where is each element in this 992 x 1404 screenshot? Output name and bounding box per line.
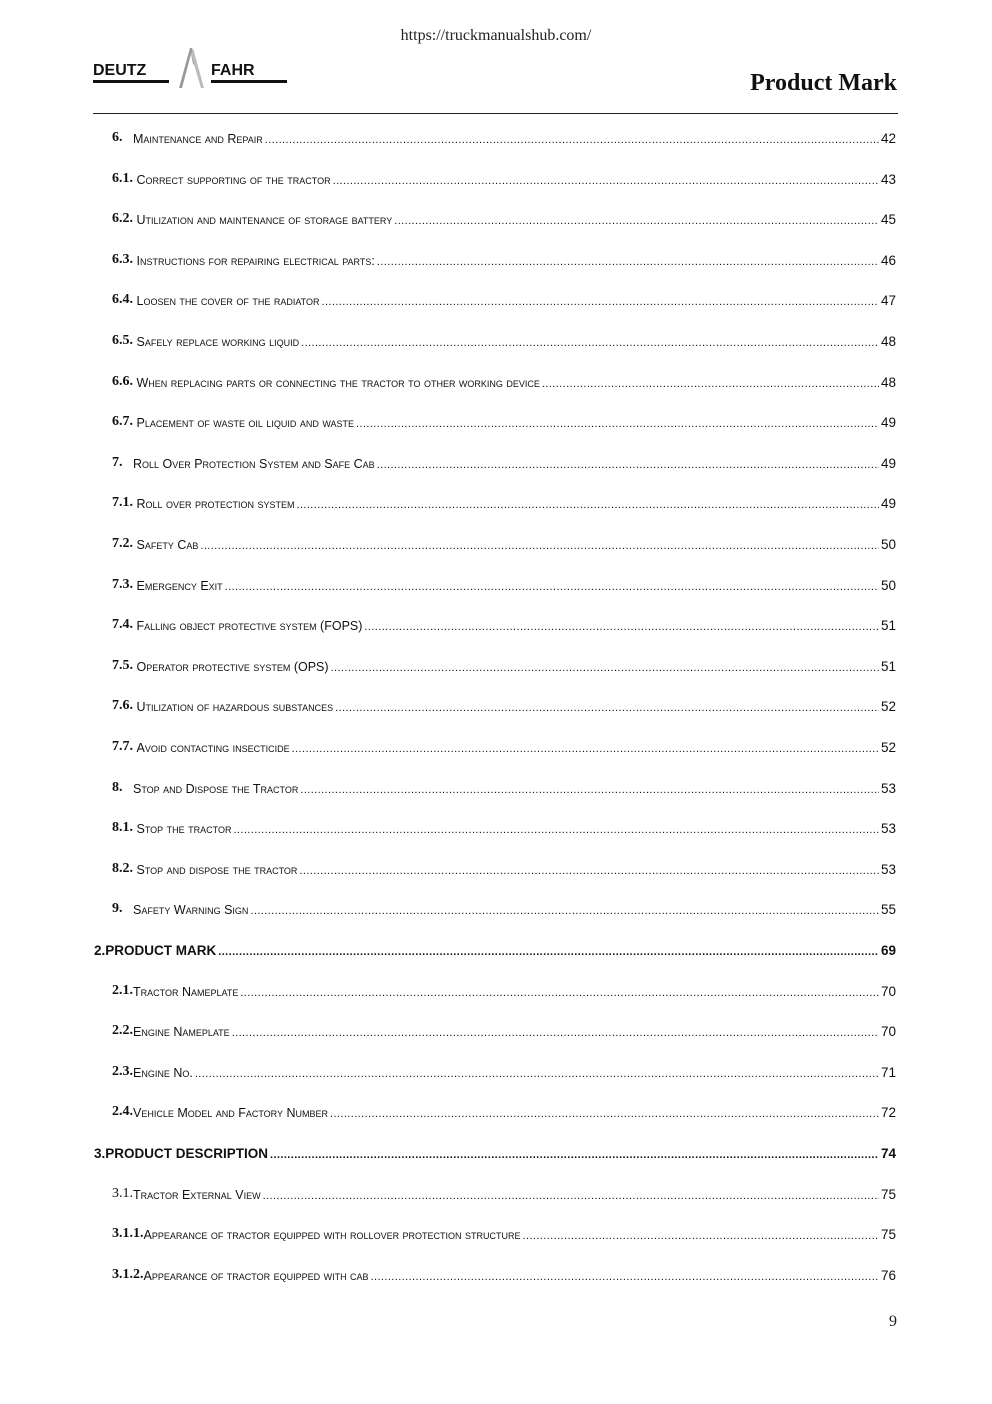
toc-entry-title: Stop the tractor bbox=[136, 822, 232, 837]
toc-entry-number: 7.7. bbox=[112, 739, 137, 754]
toc-entry[interactable] bbox=[0, 1141, 992, 1161]
toc-entry-title: Stop and Dispose the Tractor bbox=[133, 781, 299, 796]
dot-leader bbox=[371, 1271, 879, 1283]
dot-leader bbox=[333, 175, 879, 187]
toc-entry-number: 7.4. bbox=[112, 617, 137, 633]
toc-entry-page: 70 bbox=[880, 1024, 896, 1040]
toc-entry[interactable] bbox=[0, 1019, 992, 1039]
dot-leader bbox=[364, 621, 879, 633]
toc-entry[interactable] bbox=[0, 694, 992, 714]
toc-entry[interactable] bbox=[0, 126, 992, 146]
dot-leader bbox=[356, 418, 879, 430]
toc-entry-page: 52 bbox=[880, 740, 896, 755]
toc-entry[interactable] bbox=[0, 167, 992, 187]
toc-entry[interactable] bbox=[0, 288, 992, 308]
toc-entry-page: 52 bbox=[880, 699, 896, 715]
toc-entry[interactable] bbox=[0, 613, 992, 633]
dot-leader bbox=[523, 1230, 879, 1242]
toc-entry-page: 50 bbox=[880, 577, 896, 593]
toc-entry-page: 53 bbox=[880, 780, 896, 796]
toc-entry[interactable] bbox=[0, 938, 992, 958]
toc-entry-title: Avoid contacting insecticide bbox=[136, 741, 290, 755]
toc-entry-title: Falling object protective system (FOPS) bbox=[136, 619, 363, 634]
toc-entry-title: Instructions for repairing electrical parts: bbox=[136, 253, 375, 268]
toc-entry[interactable] bbox=[0, 1060, 992, 1080]
toc-entry[interactable] bbox=[0, 1222, 992, 1242]
toc-entry[interactable] bbox=[0, 451, 992, 471]
toc-entry-title: Tractor External View bbox=[133, 1187, 261, 1202]
source-url[interactable]: https://truckmanualshub.com/ bbox=[400, 27, 592, 44]
toc-entry-page: 46 bbox=[880, 252, 896, 268]
toc-entry-title: 2.PRODUCT MARK bbox=[94, 943, 217, 958]
toc-entry-title: Appearance of tractor equipped with rollover protection structure bbox=[143, 1228, 521, 1243]
toc-entry-number: 6.1. bbox=[112, 170, 137, 186]
toc-entry-number: 8.1. bbox=[112, 820, 137, 836]
dot-leader bbox=[330, 1108, 879, 1120]
toc-entry-page: 51 bbox=[880, 658, 896, 674]
toc-entry-title: When replacing parts or connecting the tractor to other working device bbox=[136, 375, 540, 390]
toc-entry-page: 49 bbox=[880, 415, 896, 431]
toc-entry-number: 7.2. bbox=[112, 536, 137, 551]
header-rule bbox=[93, 113, 898, 114]
toc-entry-page: 71 bbox=[880, 1064, 896, 1080]
toc-entry-number: 7.3. bbox=[112, 576, 137, 592]
toc-entry-page: 48 bbox=[880, 334, 896, 349]
toc-entry[interactable] bbox=[0, 532, 992, 552]
toc-entry-number: 8. bbox=[112, 779, 133, 795]
toc-entry[interactable] bbox=[0, 735, 992, 755]
toc-entry[interactable] bbox=[0, 248, 992, 268]
dot-leader bbox=[232, 1027, 879, 1039]
toc-entry-title: Tractor Nameplate bbox=[133, 984, 239, 999]
toc-entry-page: 53 bbox=[880, 821, 896, 837]
toc-entry-number: 6. bbox=[112, 130, 133, 145]
toc-entry-title: Loosen the cover of the radiator bbox=[136, 294, 320, 309]
toc-entry[interactable] bbox=[0, 897, 992, 917]
toc-entry-number: 6.7. bbox=[112, 414, 137, 430]
dot-leader bbox=[240, 987, 879, 999]
toc-entry-number: 2.1. bbox=[112, 982, 133, 998]
dot-leader bbox=[218, 946, 879, 958]
toc-entry-page: 76 bbox=[880, 1267, 896, 1283]
toc-entry-title: Appearance of tractor equipped with cab bbox=[143, 1268, 369, 1283]
toc-entry-number: 7.5. bbox=[112, 657, 137, 673]
toc-entry[interactable] bbox=[0, 207, 992, 227]
dot-leader bbox=[299, 865, 879, 877]
toc-entry-page: 48 bbox=[880, 374, 896, 390]
toc-entry-title: Safely replace working liquid bbox=[136, 335, 300, 349]
toc-entry[interactable] bbox=[0, 410, 992, 430]
dot-leader bbox=[233, 824, 879, 836]
dot-leader bbox=[270, 1149, 879, 1161]
dot-leader bbox=[250, 905, 879, 917]
deutz-fahr-logo bbox=[93, 44, 287, 92]
toc-entry-title: Emergency Exit bbox=[136, 578, 223, 593]
toc-entry-page: 75 bbox=[880, 1227, 896, 1243]
toc-entry-number: 7.6. bbox=[112, 698, 137, 714]
toc-entry[interactable] bbox=[0, 370, 992, 390]
toc-entry-page: 70 bbox=[880, 983, 896, 999]
dot-leader bbox=[322, 296, 879, 308]
toc-entry[interactable] bbox=[0, 654, 992, 674]
dot-leader bbox=[301, 337, 879, 349]
toc-entry-page: 47 bbox=[880, 293, 896, 309]
dot-leader bbox=[377, 459, 879, 471]
toc-entry-page: 75 bbox=[880, 1186, 896, 1202]
toc-entry-page: 49 bbox=[880, 496, 896, 512]
toc-entry-number: 2.2. bbox=[112, 1023, 133, 1039]
toc-entry-number: 3.1. bbox=[112, 1185, 133, 1201]
toc-entry-number: 2.4. bbox=[112, 1104, 133, 1120]
dot-leader bbox=[296, 499, 878, 511]
toc-entry-page: 50 bbox=[880, 537, 896, 552]
toc-entry-page: 55 bbox=[880, 902, 896, 918]
toc-entry-title: Vehicle Model and Factory Number bbox=[133, 1106, 329, 1121]
dot-leader bbox=[200, 540, 879, 552]
toc-entry-number: 6.5. bbox=[112, 333, 137, 348]
toc-entry[interactable] bbox=[0, 979, 992, 999]
dot-leader bbox=[292, 743, 879, 755]
dot-leader bbox=[195, 1068, 879, 1080]
toc-entry-title: Correct supporting of the tractor bbox=[136, 172, 331, 187]
toc-entry-number: 7.1. bbox=[112, 495, 137, 511]
toc-entry-page: 72 bbox=[880, 1105, 896, 1121]
toc-entry-page: 43 bbox=[880, 171, 896, 187]
dot-leader bbox=[542, 378, 879, 390]
toc-entry-page: 74 bbox=[880, 1146, 896, 1161]
logo-text-left: DEUTZ bbox=[93, 62, 147, 79]
toc-entry[interactable] bbox=[0, 491, 992, 511]
toc-entry-page: 42 bbox=[880, 131, 896, 146]
toc-entry-number: 3.1.2. bbox=[112, 1266, 144, 1282]
toc-entry-title: Maintenance and Repair bbox=[133, 132, 263, 146]
dot-leader bbox=[377, 256, 879, 268]
toc-entry-title: Placement of waste oil liquid and waste bbox=[136, 416, 355, 431]
toc-entry[interactable] bbox=[0, 776, 992, 796]
dot-leader bbox=[300, 784, 879, 796]
page-number: 9 bbox=[889, 1313, 897, 1330]
toc-entry[interactable] bbox=[0, 329, 992, 349]
dot-leader bbox=[265, 134, 879, 146]
toc-entry-title: Utilization and maintenance of storage battery bbox=[136, 213, 393, 228]
toc-entry-number: 6.4. bbox=[112, 292, 137, 308]
toc-entry-title: Engine Nameplate bbox=[133, 1025, 230, 1040]
toc-entry-title: Safety Cab bbox=[136, 538, 199, 552]
toc-entry-number: 6.2. bbox=[112, 211, 137, 227]
toc-entry-number: 7. bbox=[112, 454, 133, 470]
toc-entry-title: Safety Warning Sign bbox=[133, 903, 249, 918]
toc-entry[interactable] bbox=[0, 573, 992, 593]
toc-entry-title: Operator protective system (OPS) bbox=[136, 659, 329, 674]
toc-entry-page: 51 bbox=[880, 618, 896, 634]
dot-leader bbox=[263, 1190, 879, 1202]
dot-leader bbox=[225, 581, 879, 593]
toc-entry-page: 45 bbox=[880, 212, 896, 228]
toc-entry[interactable] bbox=[0, 816, 992, 836]
toc-entry-number: 6.3. bbox=[112, 251, 137, 267]
toc-entry[interactable] bbox=[0, 1263, 992, 1283]
toc-entry-number: 3.1.1. bbox=[112, 1226, 144, 1242]
toc-entry-title: Stop and dispose the tractor bbox=[136, 862, 298, 877]
logo-text-right: FAHR bbox=[211, 62, 255, 79]
toc-entry-title: 3.PRODUCT DESCRIPTION bbox=[94, 1146, 269, 1161]
toc-entry-number: 9. bbox=[112, 901, 133, 917]
toc-entry-number: 6.6. bbox=[112, 373, 137, 389]
toc-entry[interactable] bbox=[0, 1182, 992, 1202]
toc-entry-number: 8.2. bbox=[112, 860, 137, 876]
toc-entry-title: Roll over protection system bbox=[136, 497, 295, 512]
toc-entry-page: 69 bbox=[880, 943, 896, 958]
toc-entry-page: 49 bbox=[880, 455, 896, 471]
toc-entry-page: 53 bbox=[880, 861, 896, 877]
toc-entry-title: Engine No. bbox=[133, 1065, 193, 1080]
dot-leader bbox=[394, 215, 879, 227]
dot-leader bbox=[331, 662, 879, 674]
page-header-title: Product Mark bbox=[750, 70, 897, 96]
toc-entry[interactable] bbox=[0, 1100, 992, 1120]
dot-leader bbox=[335, 702, 879, 714]
toc-entry-title: Roll Over Protection System and Safe Cab bbox=[133, 456, 375, 471]
toc-entry-number: 2.3. bbox=[112, 1063, 133, 1079]
toc-entry[interactable] bbox=[0, 857, 992, 877]
toc-entry-title: Utilization of hazardous substances bbox=[136, 700, 334, 715]
